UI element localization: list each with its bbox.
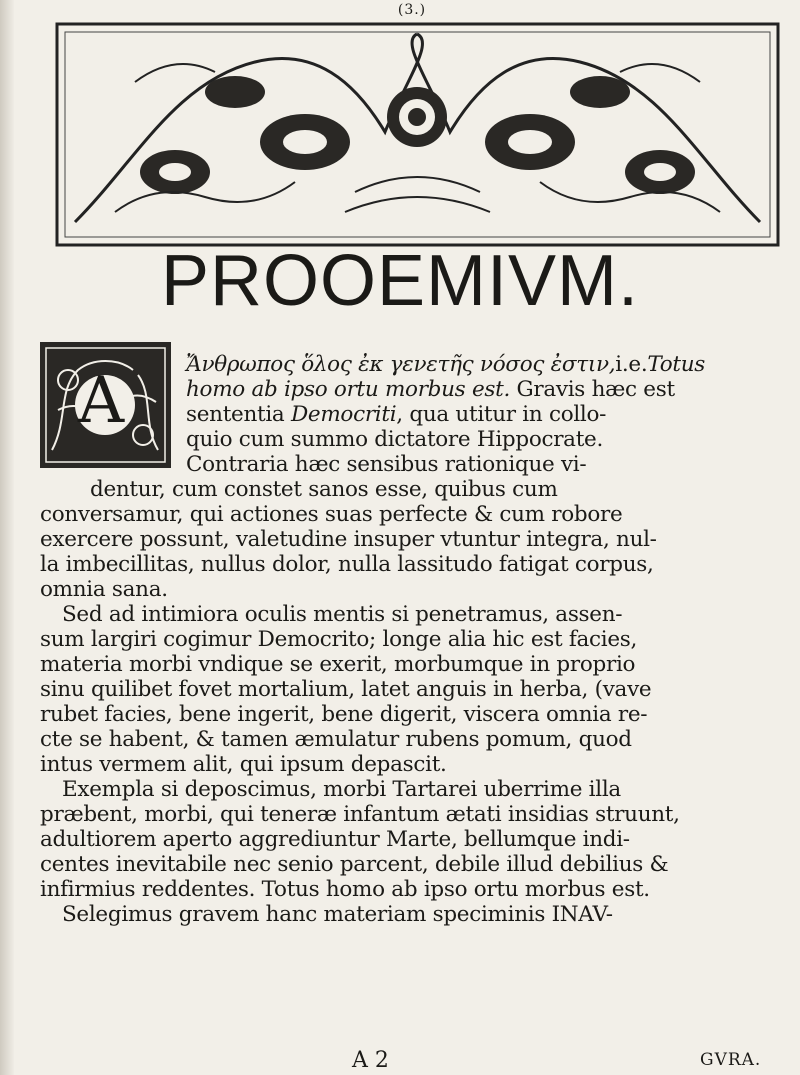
greek-quote: Ἄνθρωπος ὅλος ἐκ γενετῆς νόσος ἐστιν, [186,352,616,377]
text-line: Selegimus gravem hanc materiam speciminis INAV- [62,902,613,927]
text-line: materia morbi vndique se exerit, morbumque in proprio [40,652,636,677]
catchword: GVRA. [700,1050,762,1070]
text-line: la imbecillitas, nullus dolor, nulla lassitudo fatigat corpus, [40,552,654,577]
text-line: conversamur, qui actiones suas perfecte & cum robore [40,502,623,527]
text-line: exercere possunt, valetudine insuper vtuntur integra, nul- [40,527,657,552]
text-line: Exempla si deposcimus, morbi Tartarei uberrime illa [62,777,621,802]
signature-mark: A 2 [352,1048,389,1073]
ornamental-headpiece [55,22,780,247]
text-line: intus vermem alit, qui ipsum depascit. [40,752,447,777]
text-line: omnia sana. [40,577,168,602]
initial-letter: A [77,364,125,438]
text-line: sinu quilibet fovet mortalium, latet anguis in herba, (vave [40,677,652,702]
text-line: præbent, morbi, qui teneræ infantum ætati insidias struunt, [40,802,680,827]
text-line: quio cum summo dictatore Hippocrate. [186,427,603,452]
text-line: homo ab ipso ortu morbus est. Gravis hæc est [186,377,675,402]
text-line: dentur, cum constet sanos esse, quibus cum [90,477,558,502]
page-title: PROOEMIVM. [160,241,640,321]
text-line: cte se habent, & tamen æmulatur rubens pomum, quod [40,727,632,752]
text-line: Contraria hæc sensibus rationique vi- [186,452,587,477]
page-mark: (3.) [397,2,427,18]
text-line: rubet facies, bene ingerit, bene digerit, viscera omnia re- [40,702,648,727]
text-line: adultiorem aperto aggrediuntur Marte, bellumque indi- [40,827,630,852]
text-line: sententia Democriti, qua utitur in collo- [186,402,607,427]
text-line: infirmius reddentes. Totus homo ab ipso ortu morbus est. [40,877,650,902]
text-line: sum largiri cogimur Democrito; longe alia hic est facies, [40,627,638,652]
binding-shadow [0,0,14,1075]
text-line: Ἄνθρωπος ὅλος ἐκ γενετῆς νόσος ἐστιν,i.e.Totus [186,352,705,377]
text-line: centes inevitabile nec senio parcent, debile illud debilius & [40,852,669,877]
text-line: Sed ad intimiora oculis mentis si penetramus, assen- [62,602,623,627]
